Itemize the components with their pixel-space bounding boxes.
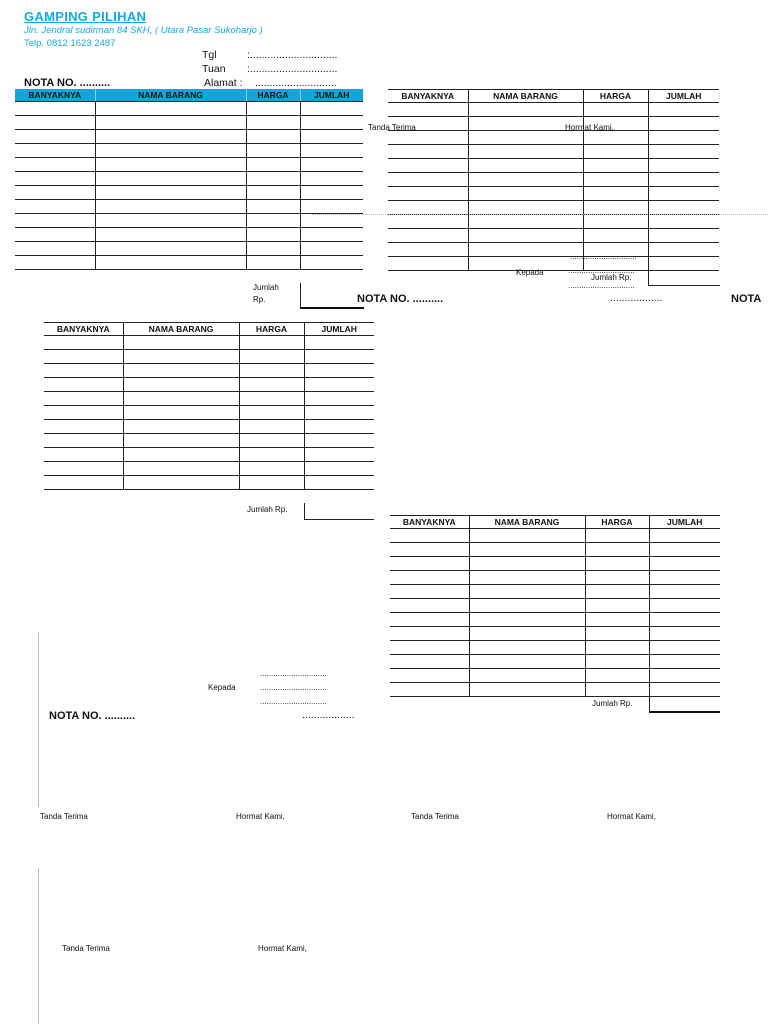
col-jumlah: JUMLAH	[304, 323, 374, 336]
table-row	[388, 173, 719, 187]
col-nama-barang: NAMA BARANG	[468, 90, 583, 103]
table-row	[15, 102, 363, 116]
col-nama-barang: NAMA BARANG	[469, 516, 585, 529]
table-row	[15, 228, 363, 242]
jumlah-label-2: Jumlah Rp.	[591, 273, 632, 282]
table-row	[388, 229, 719, 243]
table-row	[44, 350, 374, 364]
hormat-kami-3: Hormat Kami,	[258, 944, 307, 953]
table-row	[390, 669, 720, 683]
table-row	[44, 434, 374, 448]
table-row	[15, 158, 363, 172]
tgl-label: Tgl	[202, 49, 217, 61]
dots-left-3: ..............................	[260, 697, 327, 706]
table-row	[390, 627, 720, 641]
col-harga: HARGA	[239, 323, 304, 336]
table-row	[44, 448, 374, 462]
nota-table-1	[15, 89, 363, 270]
table-row	[390, 599, 720, 613]
total-divider	[649, 696, 650, 712]
hormat-kami-1: Hormat Kami,	[236, 812, 285, 821]
table-row	[390, 557, 720, 571]
table-row	[388, 243, 719, 257]
tuan-value: :..............................	[247, 63, 338, 75]
tuan-label: Tuan	[202, 63, 226, 75]
table-row	[388, 159, 719, 173]
table-row	[390, 571, 720, 585]
table-row	[15, 256, 363, 270]
table-row	[388, 201, 719, 215]
col-banyaknya: BANYAKNYA	[390, 516, 469, 529]
tanda-terima-2: Tanda Terima	[411, 812, 459, 821]
table-row	[15, 144, 363, 158]
jumlah-label-4: Jumlah Rp.	[592, 699, 633, 708]
table-row	[390, 613, 720, 627]
kepada-label-right: Kepada	[516, 268, 544, 277]
table-row	[44, 406, 374, 420]
tgl-value: :..............................	[247, 49, 338, 61]
table-row	[44, 336, 374, 350]
nota-number-2: NOTA NO. ..........	[357, 293, 444, 305]
table-row	[390, 529, 720, 543]
table-row	[388, 117, 719, 131]
kepada-label-left: Kepada	[208, 683, 236, 692]
table-row	[15, 172, 363, 186]
table-row	[390, 655, 720, 669]
col-jumlah: JUMLAH	[300, 89, 363, 102]
table-row	[44, 364, 374, 378]
dots-left-2: ..............................	[260, 683, 327, 692]
jumlah-label-1b: Rp.	[253, 295, 266, 304]
tanda-terima-3: Tanda Terima	[62, 944, 110, 953]
table-row	[44, 420, 374, 434]
dots-right-1: ..............................	[570, 252, 637, 261]
total-divider	[304, 503, 305, 520]
table-row	[388, 215, 719, 229]
col-harga: HARGA	[246, 89, 300, 102]
nota-table-2	[388, 89, 719, 271]
company-address: Jln. Jendral sudirman 84 SKH, ( Utara Pasar Sukoharjo )	[24, 25, 263, 36]
col-harga: HARGA	[583, 90, 648, 103]
table-row	[388, 187, 719, 201]
total-divider	[648, 270, 649, 286]
total-underline	[300, 307, 364, 309]
table-row	[15, 242, 363, 256]
nota-number-3: NOTA NO. ..........	[49, 710, 136, 722]
margin-line	[38, 868, 39, 1024]
nota-table-4	[390, 515, 720, 697]
col-nama-barang: NAMA BARANG	[123, 323, 239, 336]
company-name: GAMPING PILIHAN	[24, 9, 147, 24]
table-row	[15, 130, 363, 144]
total-underline	[649, 711, 720, 713]
table-row	[44, 392, 374, 406]
alamat-value: ............................	[255, 77, 337, 89]
table-row	[44, 462, 374, 476]
table-row	[44, 378, 374, 392]
col-banyaknya: BANYAKNYA	[44, 323, 123, 336]
table-row	[15, 116, 363, 130]
dots-right-4: ..................	[610, 292, 663, 304]
table-row	[388, 103, 719, 117]
dots-right-3: ..............................	[568, 281, 635, 290]
col-nama-barang: NAMA BARANG	[95, 89, 246, 102]
col-harga: HARGA	[585, 516, 649, 529]
table-row	[390, 641, 720, 655]
col-banyaknya: BANYAKNYA	[388, 90, 468, 103]
dots-right-2: ..............................	[568, 266, 635, 275]
table-row	[15, 200, 363, 214]
table-row	[388, 131, 719, 145]
table-row	[388, 145, 719, 159]
table-row	[44, 476, 374, 490]
margin-line	[38, 632, 39, 807]
col-banyaknya: BANYAKNYA	[15, 89, 95, 102]
jumlah-label-3: Jumlah Rp.	[247, 505, 288, 514]
tanda-terima-overlay: Tanda Terima	[368, 123, 416, 132]
table-row	[388, 257, 719, 271]
tanda-terima-1: Tanda Terima	[40, 812, 88, 821]
total-underline	[304, 519, 374, 520]
company-phone: Telp. 0812 1623 2487	[24, 38, 116, 49]
nota-number-1: NOTA NO. ..........	[24, 77, 111, 89]
hormat-kami-2: Hormat Kami,	[607, 812, 656, 821]
nota-number-cut: NOTA	[731, 293, 762, 305]
dots-left-4: ..................	[302, 709, 355, 721]
table-row	[390, 543, 720, 557]
dots-left-1: ..............................	[260, 669, 327, 678]
jumlah-label-1a: Jumlah	[253, 283, 279, 292]
total-divider	[300, 283, 301, 308]
table-row	[390, 585, 720, 599]
alamat-label: Alamat :	[204, 77, 243, 89]
table-row	[390, 683, 720, 697]
table-row	[15, 186, 363, 200]
col-jumlah: JUMLAH	[649, 516, 720, 529]
total-underline	[648, 285, 720, 286]
table-row	[15, 214, 363, 228]
col-jumlah: JUMLAH	[648, 90, 719, 103]
nota-table-3	[44, 322, 374, 490]
cut-line	[312, 214, 768, 215]
hormat-kami-overlay: Hormat Kami,	[565, 123, 614, 132]
